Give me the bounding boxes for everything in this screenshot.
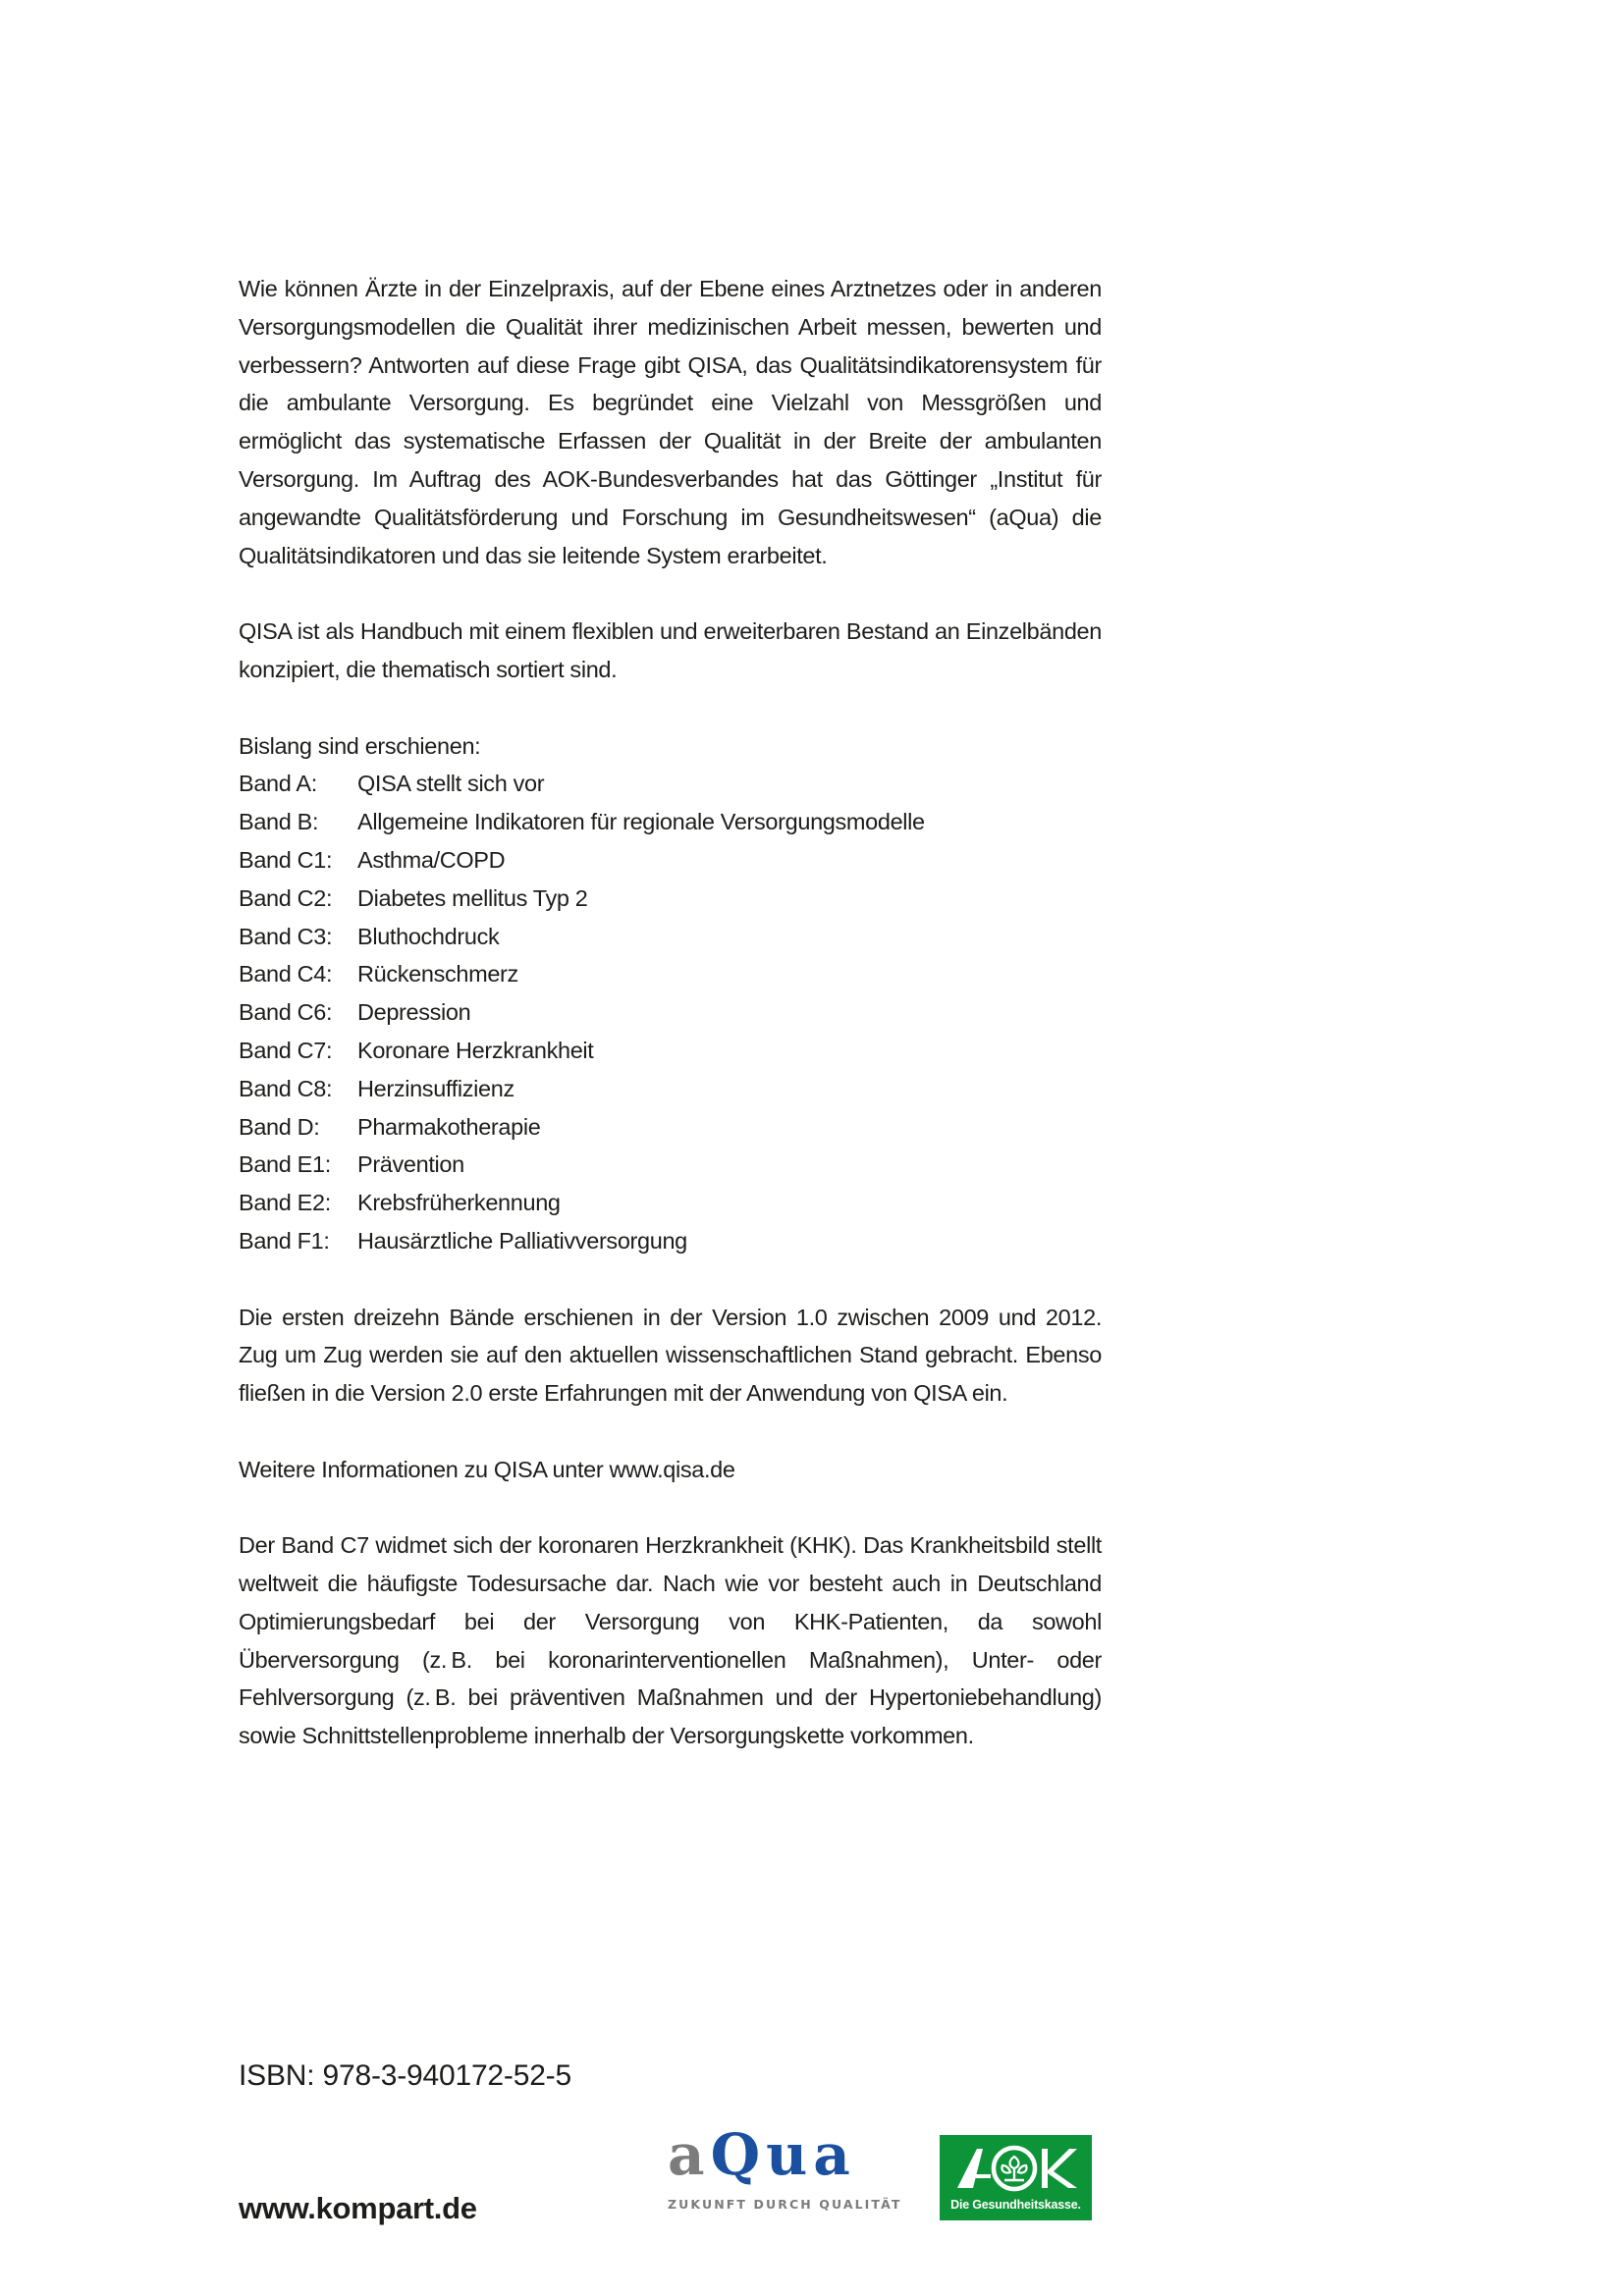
band-title: Rückenschmerz (357, 961, 518, 988)
band-title: Bluthochdruck (357, 923, 500, 949)
band-label: Band C3: (239, 923, 333, 949)
band-label: Band C6: (239, 999, 333, 1026)
band-title: Herzinsuffizienz (357, 1075, 514, 1101)
band-label: Band E1: (239, 1151, 331, 1178)
band-label: Band C1: (239, 846, 333, 873)
band-item-b (239, 803, 1102, 841)
band-label: Band C7: (239, 1037, 333, 1063)
band-title: Diabetes mellitus Typ 2 (357, 884, 588, 911)
body-text (239, 270, 1102, 1793)
band-title: Koronare Herzkrankheit (357, 1037, 594, 1063)
band-item-c4 (239, 955, 1102, 993)
band-item-c1 (239, 841, 1102, 880)
band-title: Pharmakotherapie (357, 1113, 541, 1140)
band-title: Hausärztliche Palliativversorgung (357, 1227, 687, 1254)
band-label: Band C2: (239, 884, 333, 911)
band-item-e1 (239, 1146, 1102, 1184)
band-label: Band C8: (239, 1075, 333, 1101)
isbn-number: ISBN: 978-3-940172-52-5 (239, 2059, 571, 2092)
band-title: QISA stellt sich vor (357, 771, 545, 797)
aok-tree-logo-icon (940, 2141, 1092, 2196)
band-title: Allgemeine Indikatoren für regionale Versorgungsmodelle (357, 809, 925, 835)
more-info-line: Weitere Informationen zu QISA unter www.qisa.de (239, 1456, 735, 1482)
aqua-tagline: ZUKUNFT DURCH QUALITÄT (668, 2197, 902, 2212)
aqua-wordmark-a: a (668, 2121, 711, 2188)
band-list-intro: Bislang sind erschienen: (239, 732, 481, 759)
aqua-wordmark-qua: Qua (710, 2121, 856, 2188)
band-label: Band C4: (239, 961, 333, 988)
publisher-url: www.kompart.de (239, 2191, 477, 2225)
band-label: Band A: (239, 771, 317, 797)
intro-paragraph: Wie können Ärzte in der Einzelpraxis, auf der Ebene eines Arztnetzes oder in anderen Versorgungsmodellen die Qualität ihrer medizinischen Arbeit messen, bewerten und verbessern? Antworten auf diese Frage gibt QISA, das Qualitätsindikatorensystem für die ambulante Versorgung. Es begründet eine Vielzahl von Messgrößen und ermöglicht das systematische Erfassen der Qualität in der Breite der ambulanten Versorgung. Im Auftrag des AOK-Bundesverbandes hat das Göttinger „Institut für angewandte Qualitätsförderung und Forschung im Gesundheitswesen“ (aQua) die Qualitätsindikatoren und das sie leitende System erarbeitet. (239, 276, 1102, 568)
band-label: Band B: (239, 809, 319, 835)
band-label: Band E2: (239, 1190, 331, 1216)
band-item-c2 (239, 880, 1102, 918)
band-label: Band D: (239, 1113, 320, 1140)
band-item-c8 (239, 1070, 1102, 1108)
aok-logo (940, 2135, 1092, 2220)
band-c7-paragraph: Der Band C7 widmet sich der koronaren Herzkrankheit (KHK). Das Krankheitsbild stellt weltweit die häufigste Todesursache dar. Nach wie vor besteht auch in Deutschland Optimierungsbedarf bei der Versorgung von KHK-Patienten, da sowohl Überversorgung (z. B. bei koronarinterventionellen Maßnahmen), Unter- oder Fehlversorgung (z. B. bei präventiven Maßnahmen und der Hypertoniebehandlung) sowie Schnittstellenprobleme innerhalb der Versorgungskette vorkommen. (239, 1532, 1102, 1749)
band-title: Prävention (357, 1151, 464, 1178)
band-item-c6 (239, 993, 1102, 1032)
band-title: Asthma/COPD (357, 846, 506, 873)
handbook-paragraph: QISA ist als Handbuch mit einem flexiblen und erweiterbaren Bestand an Einzelbänden konzipiert, die thematisch sortiert sind. (239, 618, 1102, 682)
band-label: Band F1: (239, 1227, 330, 1254)
band-item-c3 (239, 918, 1102, 956)
band-title: Depression (357, 999, 471, 1026)
aok-tagline: Die Gesundheitskasse. (950, 2198, 1081, 2212)
band-title: Krebsfrüherkennung (357, 1190, 561, 1216)
band-list (239, 765, 1102, 1259)
band-item-d (239, 1108, 1102, 1147)
aqua-wordmark (668, 2121, 879, 2188)
band-item-a (239, 765, 1102, 803)
band-item-f1 (239, 1222, 1102, 1260)
band-item-c7 (239, 1032, 1102, 1070)
band-item-e2 (239, 1184, 1102, 1222)
versions-paragraph: Die ersten dreizehn Bände erschienen in der Version 1.0 zwischen 2009 und 2012. Zug um Zug werden sie auf den aktuellen wissenschaftlichen Stand gebracht. Ebenso fließen in die Version 2.0 erste Erfahrungen mit der Anwendung von QISA ein. (239, 1304, 1102, 1407)
aqua-logo (668, 2121, 902, 2212)
